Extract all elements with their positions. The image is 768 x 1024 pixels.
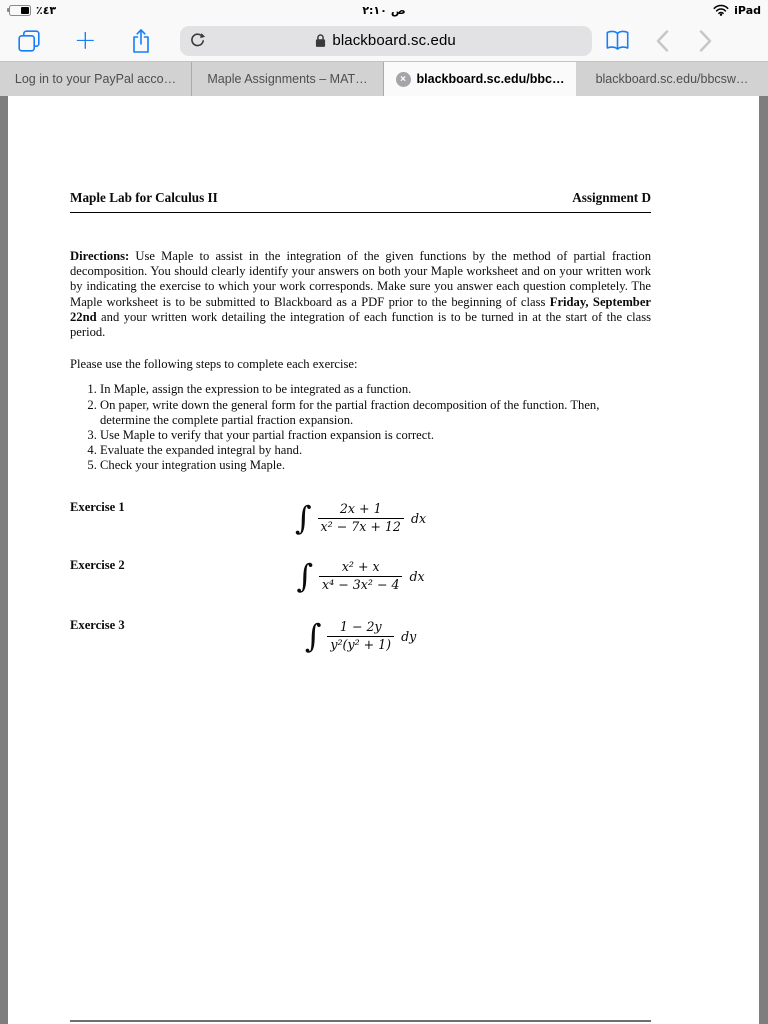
denominator: y²(y² + 1) (327, 636, 394, 653)
differential: dx (409, 568, 425, 584)
wifi-icon (713, 4, 729, 16)
battery-icon (7, 5, 31, 16)
exercise-1-integral (70, 500, 651, 535)
tab-bar (0, 62, 768, 96)
lock-icon (315, 33, 326, 48)
close-tab-icon[interactable]: × (396, 72, 411, 87)
exercise-3 (70, 618, 651, 660)
new-tab-icon[interactable]: + (74, 24, 97, 56)
exercise-3-label: Exercise 3 (70, 617, 125, 632)
integral-sign: ∫ (296, 556, 314, 595)
step-item: 1. In Maple, assign the expression to be integrated as a function. (100, 382, 651, 397)
directions-paragraph (70, 249, 651, 340)
tabs-icon[interactable] (18, 30, 40, 52)
integral-sign: ∫ (304, 616, 322, 655)
exercise-2-integral (70, 558, 651, 593)
address-bar[interactable] (180, 26, 592, 56)
step-item: 5. Check your integration using Maple. (100, 458, 651, 473)
due-date: Friday, September 22nd (70, 294, 651, 324)
clock-time: ٢:١٠ (362, 3, 387, 17)
step-item: 3. Use Maple to verify that your partial fraction expansion is correct. (100, 428, 651, 443)
differential: dy (401, 628, 417, 644)
battery-percent: ٪٤٣ (36, 3, 57, 17)
device-label: iPad (734, 3, 761, 17)
browser-toolbar (0, 20, 768, 62)
denominator: x² − 7x + 12 (318, 518, 404, 535)
browser-viewport (0, 96, 768, 1024)
document-title: Maple Lab for Calculus II (70, 190, 218, 205)
share-icon[interactable] (131, 28, 151, 54)
step-item: 4. Evaluate the expanded integral by hand. (100, 443, 651, 458)
status-bar (0, 0, 768, 20)
numerator: 2x + 1 (339, 500, 382, 516)
forward-icon[interactable] (699, 30, 712, 52)
numerator: 1 − 2y (339, 618, 382, 634)
tab-title: blackboard.sc.edu/bbc… (416, 72, 565, 86)
exercise-1-label: Exercise 1 (70, 499, 125, 514)
url-text: blackboard.sc.edu (332, 32, 456, 49)
steps-intro: Please use the following steps to complete each exercise: (70, 357, 358, 372)
directions-label: Directions: (70, 249, 130, 263)
bookmarks-icon[interactable] (605, 30, 630, 51)
exercise-3-integral (70, 618, 651, 653)
exercise-2 (70, 558, 651, 600)
directions-tail: and your written work detailing the integration of each function is to be turned in at the start of the class period. (70, 309, 651, 340)
tab-blackboard-active[interactable] (384, 62, 576, 96)
exercise-2-label: Exercise 2 (70, 557, 125, 572)
integral-sign: ∫ (294, 498, 312, 537)
assignment-label: Assignment D (572, 190, 651, 205)
directions-body: Use Maple to assist in the integration of the given functions by the method of partial fraction decomposition. You should clearly identify your answers on both your Maple worksheet and on your written work by indicating the exercise to which your work corresponds. Make sure you answer each question completely. The Maple worksheet is to be submitted to Blackboard as a PDF prior to the beginning of class (70, 249, 651, 309)
tab-title: Maple Assignments – MAT… (207, 72, 368, 86)
back-icon[interactable] (656, 30, 669, 52)
document-header (70, 190, 651, 213)
tab-paypal[interactable] (0, 62, 192, 96)
exercise-1 (70, 500, 651, 542)
reload-icon[interactable] (189, 32, 206, 49)
steps-list (70, 382, 651, 473)
pdf-page (8, 96, 759, 1024)
numerator: x² + x (341, 558, 380, 574)
tab-blackboard-other[interactable] (576, 62, 768, 96)
step-item: 2. On paper, write down the general form for the partial fraction decomposition of the function. Then, determine the complete partial fraction expansion. (100, 398, 651, 428)
denominator: x⁴ − 3x² − 4 (319, 576, 402, 593)
tab-title: blackboard.sc.edu/bbcsw… (595, 72, 749, 86)
differential: dx (410, 510, 427, 526)
tab-title: Log in to your PayPal acco… (14, 72, 177, 86)
tab-maple-assignments[interactable] (192, 62, 384, 96)
page-footer-rule (70, 1020, 651, 1022)
clock-period: ص (390, 3, 406, 17)
